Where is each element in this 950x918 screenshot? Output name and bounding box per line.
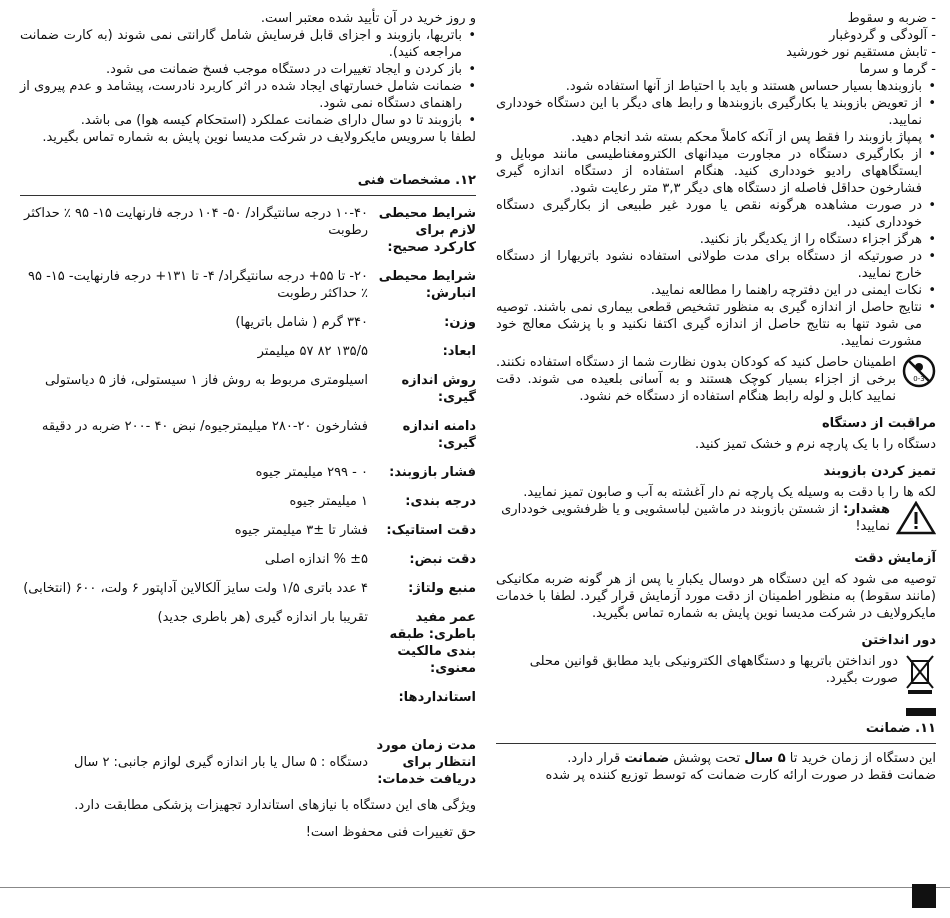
specs-table bbox=[20, 202, 476, 797]
table-row bbox=[20, 606, 476, 686]
list-item: • بازوبند تا دو سال دارای ضمانت عملکرد (استحکام کیسه هوا) می باشد. bbox=[20, 112, 476, 129]
table-row bbox=[20, 311, 476, 340]
crossed-bin-icon bbox=[904, 653, 936, 700]
caution-text bbox=[496, 501, 890, 535]
spec-value: دستگاه : ۵ سال یا بار اندازه گیری لوازم جانبی: ۲ سال bbox=[74, 755, 368, 770]
warranty-fragment: قرار دارد. bbox=[567, 751, 621, 766]
spec-value: ±۵ % اندازه اصلی bbox=[264, 552, 368, 567]
table-row bbox=[20, 548, 476, 577]
spec-value bbox=[20, 686, 368, 734]
safety-bullets bbox=[496, 78, 936, 350]
spec-label: عمر مفید باطری: طبقه بندی مالکیت معنوی: bbox=[389, 610, 476, 676]
caution-body: از شستن بازوبند در ماشین لباسشویی و یا ظرفشویی خودداری نمایید! bbox=[501, 502, 890, 534]
caution-block bbox=[496, 501, 936, 540]
warranty-duration: ۵ سال bbox=[744, 751, 786, 766]
disposal-block bbox=[496, 653, 936, 700]
child-warning-text: اطمینان حاصل کنید که کودکان بدون نظارت شما از دستگاه استفاده نکنند. برخی از اجزاء بسیار کوچک هستند و به آسانی بلعیده می شوند. دقت نمایید کابل و لوله رابط هنگام استفاده از دستگاه خم نشود. bbox=[496, 355, 896, 404]
environment-list bbox=[496, 10, 936, 78]
warranty-fragment: این دستگاه از زمان خرید تا bbox=[789, 751, 936, 766]
spec-label: شرایط محیطی لازم برای کارکرد صحیح: bbox=[378, 206, 476, 255]
warranty-title: ۱۱. ضمانت bbox=[865, 721, 936, 736]
accuracy-title: آزمایش دقت bbox=[854, 551, 936, 566]
list-item: • نتایج حاصل از اندازه گیری به منظور تشخیص قطعی بیماری نمی باشند. توصیه می شود تنها به نتایج حاصل از اندازه گیری اکتفا نکنید و با پزشک معالج خود مشورت نمایید. bbox=[496, 299, 936, 350]
spec-label: دقت استاتیک: bbox=[386, 523, 476, 538]
disposal-text: دور انداختن باتریها و دستگاههای الکترونیکی باید مطابق قوانین محلی صورت بگیرد. bbox=[529, 654, 898, 686]
service-text: لطفا با سرویس مایکرولایف در شرکت مدیسا نوین پایش به شماره تماس بگیرید. bbox=[42, 130, 476, 145]
list-item: • در صورتیکه از دستگاه برای مدت طولانی استفاده نشود باتریهارا از دستگاه خارج نمایید. bbox=[496, 248, 936, 282]
warranty-bullets bbox=[20, 27, 476, 129]
list-item: • در صورت مشاهده هرگونه نقص یا مورد غیر طبیعی از بکارگیری دستگاه خودداری کنید. bbox=[496, 197, 936, 231]
spec-label: دامنه اندازه گیری: bbox=[402, 419, 476, 451]
list-item: • از تعویض بازوبند یا بکارگیری بازوبندها و رابط های دیگر با این دستگاه خودداری نمایید. bbox=[496, 95, 936, 129]
list-item: - آلودگی و گردوغبار bbox=[829, 28, 936, 43]
divider bbox=[496, 743, 936, 744]
spec-value: ۱۳۵/۵ ۸۲ ۵۷ میلیمتر bbox=[257, 344, 368, 359]
warranty-fragment: تحت پوشش bbox=[673, 751, 741, 766]
spec-label: ابعاد: bbox=[442, 344, 476, 359]
divider bbox=[20, 195, 476, 196]
table-row bbox=[20, 519, 476, 548]
rights-text: حق تغییرات فنی محفوظ است! bbox=[305, 825, 476, 840]
table-row bbox=[20, 340, 476, 369]
spec-label: درجه بندی: bbox=[405, 494, 476, 509]
list-item: • نکات ایمنی در این دفترچه راهنما را مطالعه نمایید. bbox=[496, 282, 936, 299]
spec-value: ۱ میلیمتر جیوه bbox=[289, 494, 368, 509]
spec-label: وزن: bbox=[444, 315, 476, 330]
list-item: - تابش مستقیم نور خورشید bbox=[786, 45, 936, 60]
warning-triangle-icon bbox=[896, 501, 936, 540]
spec-value: ۳۴۰ گرم ( شامل باتریها) bbox=[235, 315, 368, 330]
table-row bbox=[20, 369, 476, 415]
cuff-title: تمیز کردن بازوبند bbox=[823, 464, 936, 479]
list-item: • باز کردن و ایجاد تغییرات در دستگاه موجب فسخ ضمانت می شود. bbox=[20, 61, 476, 78]
accuracy-text: توصیه می شود که این دستگاه هر دوسال یکبار یا پس از هر گونه ضربه مکانیکی (مانند سقوط) به منظور اطمینان از دقت مورد آزمایش قرار گیرد. لطفا با خدمات مایکرولایف در شرکت مدیسا نوین پایش به شماره تماس بگیرید. bbox=[496, 572, 936, 621]
list-item: • ضمانت شامل خسارتهای ایجاد شده در اثر کاربرد نادرست، پیشامد و عدم پیروی از راهنمای دستگاه نمی شود. bbox=[20, 78, 476, 112]
list-item: - ضربه و سقوط bbox=[847, 11, 936, 26]
section-marker bbox=[906, 708, 936, 716]
disposal-title: دور انداختن bbox=[861, 633, 936, 648]
list-item: - گرما و سرما bbox=[859, 62, 936, 77]
warranty-continued: و روز خرید در آن تأیید شده معتبر است. bbox=[260, 11, 476, 26]
spec-value: ۲۰- تا ۵۵+ درجه سانتیگراد/ ۴- تا ۱۳۱+ درجه فارنهایت- ۱۵- ۹۵ ٪ حداکثر رطوبت bbox=[27, 269, 368, 301]
spec-label: روش اندازه گیری: bbox=[401, 373, 476, 405]
spec-value: فشار تا ±۳ میلیمتر جیوه bbox=[234, 523, 368, 538]
no-children-icon bbox=[902, 354, 936, 393]
table-row bbox=[20, 686, 476, 734]
care-title: مراقبت از دستگاه bbox=[821, 416, 936, 431]
list-item: • هرگز اجزاء دستگاه را از یکدیگر باز نکنید. bbox=[496, 231, 936, 248]
standards-text: ویژگی های این دستگاه با نیازهای استاندارد تجهیزات پزشکی مطابقت دارد. bbox=[74, 798, 476, 813]
table-row bbox=[20, 734, 476, 797]
spec-value: فشارخون ۲۰-۲۸۰ میلیمترجیوه/ نبض ۴۰ -۲۰۰ ضربه در دقیقه bbox=[41, 419, 368, 434]
page-marker bbox=[912, 884, 936, 908]
spec-label: فشار بازوبند: bbox=[389, 465, 476, 480]
warranty-text-2: ضمانت فقط در صورت ارائه کارت ضمانت که توسط توزیع کننده پر شده bbox=[545, 768, 936, 783]
table-row bbox=[20, 265, 476, 311]
cuff-text: لکه ها را با دقت به وسیله یک پارچه نم دار آغشته به آب و صابون تمیز نمایید. bbox=[523, 485, 936, 500]
table-row bbox=[20, 415, 476, 461]
footer-rule bbox=[0, 887, 950, 888]
spec-label: شرایط محیطی انبارش: bbox=[378, 269, 476, 301]
spec-value: ۰ - ۲۹۹ میلیمتر جیوه bbox=[255, 465, 368, 480]
warranty-text-1 bbox=[496, 750, 936, 767]
table-row bbox=[20, 490, 476, 519]
spec-label: استانداردها: bbox=[398, 690, 476, 705]
child-warning bbox=[496, 354, 936, 405]
spec-value: اسیلومتری مربوط به روش فاز ۱ سیستولی، فاز ۵ دیاستولی bbox=[44, 373, 368, 388]
spec-label: دقت نبض: bbox=[409, 552, 476, 567]
table-row bbox=[20, 202, 476, 265]
spec-value: ۱۰-۴۰ درجه سانتیگراد/ ۵۰- ۱۰۴ درجه فارنهایت ۱۵- ۹۵ ٪ حداکثر رطوبت bbox=[24, 206, 368, 238]
specs-title: ۱۲. مشخصات فنی bbox=[357, 173, 476, 188]
list-item: • بازوبندها بسیار حساس هستند و باید با احتیاط از آنها استفاده شود. bbox=[496, 78, 936, 95]
list-item: • پمپاژ بازوبند را فقط پس از آنکه کاملاً محکم بسته شد انجام دهید. bbox=[496, 129, 936, 146]
spec-label: مدت زمان مورد انتظار برای دریافت خدمات: bbox=[376, 738, 476, 787]
caution-label: هشدار: bbox=[843, 502, 890, 517]
list-item: • از بکارگیری دستگاه در مجاورت میدانهای الکترومغناطیسی مانند موبایل و ایستگاههای رادیو خودداری کنید. هنگام استفاده از دستگاه اندازه گیری فشارخون حداقل فاصله از دستگاه های دیگر ۳,۳ متر رعایت شود. bbox=[496, 146, 936, 197]
left-column bbox=[20, 10, 476, 841]
svg-text:0-3: 0-3 bbox=[913, 375, 925, 383]
table-row bbox=[20, 461, 476, 490]
list-item: • باتریها، بازوبند و اجزای قابل فرسایش شامل گارانتی نمی شوند (به کارت ضمانت مراجعه کنید). bbox=[20, 27, 476, 61]
spec-value: ۴ عدد باتری ۱/۵ ولت سایز آلکالاین آداپتور ۶ ولت، ۶۰۰ (انتخابی) bbox=[23, 581, 368, 596]
care-text: دستگاه را با یک پارچه نرم و خشک تمیز کنید. bbox=[695, 437, 936, 452]
right-column bbox=[496, 10, 936, 784]
table-row bbox=[20, 577, 476, 606]
spec-label: منبع ولتاژ: bbox=[408, 581, 476, 596]
warranty-emphasis: ضمانت bbox=[624, 751, 670, 766]
spec-value: تقریبا بار اندازه گیری (هر باطری جدید) bbox=[157, 610, 368, 625]
